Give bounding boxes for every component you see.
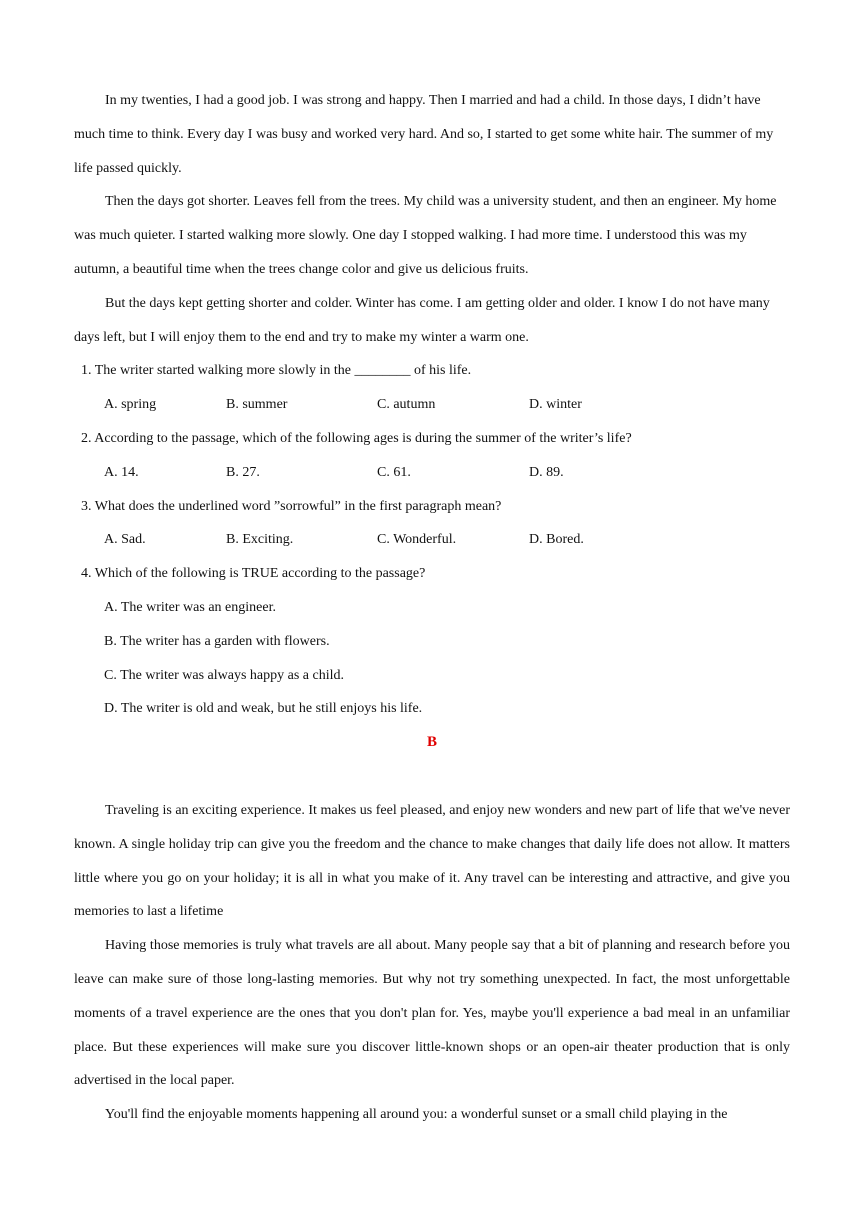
- question-1-option-a: A. spring: [104, 397, 157, 413]
- document-page: [74, 84, 790, 1132]
- question-1-option-d: D. winter: [529, 397, 582, 413]
- question-2-option-a: A. 14.: [104, 464, 139, 480]
- question-1: [74, 354, 790, 422]
- question-3-options: [74, 523, 790, 557]
- passage-b-paragraph-3: You'll find the enjoyable moments happening all around you: a wonderful sunset or a small child playing in the: [105, 1107, 728, 1123]
- question-2-options: [74, 456, 790, 490]
- question-4-option-b: B. The writer has a garden with flowers.: [104, 633, 330, 649]
- question-2-option-d: D. 89.: [529, 464, 564, 480]
- question-2-option-c: C. 61.: [377, 464, 411, 480]
- passage-a-paragraph-1: In my twenties, I had a good job. I was strong and happy. Then I married and had a child. In those days, I didn’t have much time to think. Every day I was busy and worked very hard. And so, I started to get some white hair. The summer of my life passed quickly.: [74, 93, 774, 176]
- question-3-option-d: D. Bored.: [529, 532, 584, 548]
- question-2-option-b: B. 27.: [226, 464, 260, 480]
- passage-a-paragraph-3: But the days kept getting shorter and colder. Winter has come. I am getting older and older. I know I do not have many days left, but I will enjoy them to the end and try to make my winter a warm one.: [74, 295, 770, 345]
- question-1-options: [74, 388, 790, 422]
- passage-b-paragraph-1: Traveling is an exciting experience. It makes us feel pleased, and enjoy new wonders and new part of life that we've never known. A single holiday trip can give you the freedom and the chance to make changes that daily life does not allow. It matters little where you go on your holiday; it is all in what you make of it. Any travel can be interesting and attractive, and give you memories to last a lifetime: [74, 802, 790, 920]
- passage-a-paragraph-2: Then the days got shorter. Leaves fell from the trees. My child was a university student, and then an engineer. My home was much quieter. I started walking more slowly. One day I stopped walking. I had more time. I understood this was my autumn, a beautiful time when the trees change color and give us delicious fruits.: [74, 194, 777, 277]
- question-4-option-a: A. The writer was an engineer.: [104, 599, 276, 615]
- question-4-option-c: C. The writer was always happy as a child.: [104, 667, 345, 683]
- question-3-option-a: A. Sad.: [104, 532, 146, 548]
- question-2: [74, 422, 790, 490]
- question-1-option-c: C. autumn: [377, 397, 436, 413]
- question-4: [74, 557, 790, 726]
- question-3: [74, 490, 790, 558]
- question-3-stem: 3. What does the underlined word ”sorrowful” in the first paragraph mean?: [81, 498, 502, 514]
- section-b-title: B: [426, 734, 437, 751]
- question-4-option-d: D. The writer is old and weak, but he still enjoys his life.: [104, 701, 423, 717]
- passage-b-paragraph-2: Having those memories is truly what travels are all about. Many people say that a bit of planning and research before you leave can make sure of those long-lasting memories. But why not try something unexpected. In fact, the most unforgettable moments of a travel experience are the ones that you don't plan for. Yes, maybe you'll experience a bad meal in an unfamiliar place. But these experiences will make sure you discover little-known shops or an open-air theater production that is only advertised in the local paper.: [74, 938, 790, 1089]
- question-1-stem: 1. The writer started walking more slowly in the ________ of his life.: [81, 363, 472, 379]
- question-4-stem: 4. Which of the following is TRUE according to the passage?: [81, 566, 426, 582]
- question-3-option-b: B. Exciting.: [226, 532, 294, 548]
- question-1-option-b: B. summer: [226, 397, 288, 413]
- question-2-stem: 2. According to the passage, which of the following ages is during the summer of the writer’s life?: [81, 430, 632, 446]
- question-3-option-c: C. Wonderful.: [377, 532, 457, 548]
